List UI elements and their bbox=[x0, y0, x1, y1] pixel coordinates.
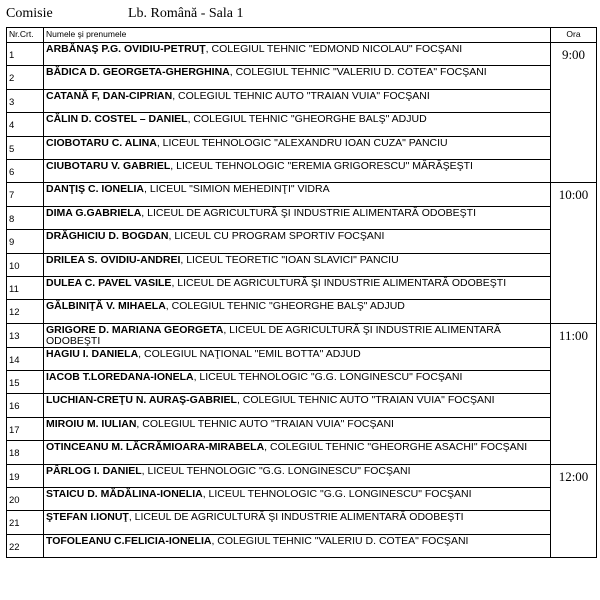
candidate-entry bbox=[44, 534, 551, 557]
table-row bbox=[7, 113, 597, 136]
school-name: , COLEGIUL TEHNIC "GHEORGHE BALŞ" ADJUD bbox=[165, 300, 405, 313]
table-row bbox=[7, 347, 597, 370]
student-name: DANŢIŞ C. IONELIA bbox=[46, 183, 145, 196]
school-name: , LICEUL DE AGRICULTURĂ ŞI INDUSTRIE ALIMENTARĂ ODOBEŞTI bbox=[171, 276, 507, 289]
row-number: 12 bbox=[7, 300, 44, 323]
row-number: 22 bbox=[7, 534, 44, 557]
student-name: CĂLIN D. COSTEL – DANIEL bbox=[46, 113, 188, 126]
exam-time bbox=[551, 89, 597, 112]
row-number: 17 bbox=[7, 417, 44, 440]
column-header-name: Numele şi prenumele bbox=[44, 28, 551, 43]
student-name: TOFOLEANU C.FELICIA-IONELIA bbox=[46, 534, 212, 547]
exam-time bbox=[551, 347, 597, 370]
row-number: 15 bbox=[7, 371, 44, 394]
student-name: CIUBOTARU V. GABRIEL bbox=[46, 159, 171, 172]
table-row bbox=[7, 159, 597, 182]
exam-time bbox=[551, 136, 597, 159]
table-row bbox=[7, 371, 597, 394]
table-row bbox=[7, 136, 597, 159]
row-number: 19 bbox=[7, 464, 44, 487]
column-header-time: Ora bbox=[551, 28, 597, 43]
candidate-entry bbox=[44, 488, 551, 511]
exam-time: 12:00 bbox=[551, 464, 597, 487]
student-name: ŞTEFAN I.IONUŢ bbox=[46, 511, 129, 524]
row-number: 21 bbox=[7, 511, 44, 534]
row-number: 13 bbox=[7, 323, 44, 347]
student-name: BĂDICA D. GEORGETA-GHERGHINA bbox=[46, 66, 230, 79]
table-row bbox=[7, 230, 597, 253]
session-label: Lb. Română - Sala 1 bbox=[128, 6, 244, 21]
exam-time bbox=[551, 159, 597, 182]
candidate-entry bbox=[44, 183, 551, 206]
table-row bbox=[7, 511, 597, 534]
school-name: , LICEUL TEORETIC "IOAN SLAVICI" PANCIU bbox=[180, 253, 399, 266]
table-row bbox=[7, 253, 597, 276]
row-number: 1 bbox=[7, 43, 44, 66]
exam-time bbox=[551, 66, 597, 89]
exam-time bbox=[551, 300, 597, 323]
school-name: , LICEUL CU PROGRAM SPORTIV FOCŞANI bbox=[168, 230, 385, 243]
school-name: , COLEGIUL TEHNIC AUTO "TRAIAN VUIA" FOCŞANI bbox=[136, 417, 394, 430]
row-number: 10 bbox=[7, 253, 44, 276]
exam-time bbox=[551, 534, 597, 557]
candidate-entry bbox=[44, 113, 551, 136]
row-number: 7 bbox=[7, 183, 44, 206]
student-name: MIROIU M. IULIAN bbox=[46, 417, 137, 430]
table-row bbox=[7, 464, 597, 487]
exam-time bbox=[551, 488, 597, 511]
table-row bbox=[7, 488, 597, 511]
table-row bbox=[7, 89, 597, 112]
page-header bbox=[6, 4, 596, 24]
row-number: 4 bbox=[7, 113, 44, 136]
school-name: , LICEUL TEHNOLOGIC "G.G. LONGINESCU" FOCŞANI bbox=[193, 371, 463, 384]
table-row bbox=[7, 394, 597, 417]
candidate-entry bbox=[44, 230, 551, 253]
school-name: , COLEGIUL TEHNIC AUTO "TRAIAN VUIA" FOCŞANI bbox=[236, 394, 495, 407]
row-number: 2 bbox=[7, 66, 44, 89]
school-name: , COLEGIUL TEHNIC "VALERIU D. COTEA" FOCŞANI bbox=[229, 66, 487, 79]
exam-time bbox=[551, 276, 597, 299]
school-name: , COLEGIUL TEHNIC "EDMOND NICOLAU" FOCŞANI bbox=[205, 43, 463, 55]
school-name: , COLEGIUL TEHNIC "GHEORGHE ASACHI" FOCŞANI bbox=[264, 441, 528, 454]
exam-time bbox=[551, 511, 597, 534]
student-name: ARBĂNAŞ P.G. OVIDIU-PETRUŢ bbox=[46, 43, 206, 55]
candidate-entry bbox=[44, 300, 551, 323]
school-name: , LICEUL DE AGRICULTURĂ ŞI INDUSTRIE ALIMENTARĂ ODOBEŞTI bbox=[141, 206, 476, 219]
school-name: , COLEGIUL TEHNIC "VALERIU D. COTEA" FOCŞANI bbox=[211, 534, 469, 547]
school-name: , LICEUL TEHNOLOGIC "G.G. LONGINESCU" FOCŞANI bbox=[202, 488, 472, 501]
row-number: 5 bbox=[7, 136, 44, 159]
row-number: 9 bbox=[7, 230, 44, 253]
school-name: , COLEGIUL NAŢIONAL "EMIL BOTTA" ADJUD bbox=[138, 347, 361, 360]
candidate-entry bbox=[44, 371, 551, 394]
exam-time bbox=[551, 417, 597, 440]
student-name: GĂLBINIŢĂ V. MIHAELA bbox=[46, 300, 166, 313]
row-number: 16 bbox=[7, 394, 44, 417]
table-row bbox=[7, 323, 597, 347]
table-row bbox=[7, 66, 597, 89]
candidate-entry bbox=[44, 159, 551, 182]
school-name: , LICEUL "SIMION MEHEDINŢI" VIDRA bbox=[144, 183, 330, 196]
student-name: GRIGORE D. MARIANA GEORGETA bbox=[46, 323, 224, 336]
exam-roster-table bbox=[6, 27, 597, 558]
candidate-entry bbox=[44, 323, 551, 347]
row-number: 18 bbox=[7, 441, 44, 464]
candidate-entry bbox=[44, 441, 551, 464]
school-name: , LICEUL TEHNOLOGIC "ALEXANDRU IOAN CUZA" PANCIU bbox=[156, 136, 448, 149]
candidate-entry bbox=[44, 253, 551, 276]
exam-time: 9:00 bbox=[551, 43, 597, 66]
exam-time: 11:00 bbox=[551, 323, 597, 347]
candidate-entry bbox=[44, 417, 551, 440]
row-number: 6 bbox=[7, 159, 44, 182]
table-header-row bbox=[7, 28, 597, 43]
student-name: DRĂGHICIU D. BOGDAN bbox=[46, 230, 169, 243]
student-name: LUCHIAN-CREŢU N. AURAŞ-GABRIEL bbox=[46, 394, 237, 407]
candidate-entry bbox=[44, 347, 551, 370]
candidate-entry bbox=[44, 206, 551, 229]
student-name: CATANĂ F, DAN-CIPRIAN bbox=[46, 89, 173, 102]
table-row bbox=[7, 300, 597, 323]
student-name: DULEA C. PAVEL VASILE bbox=[46, 276, 172, 289]
student-name: PÂRLOG I. DANIEL bbox=[46, 464, 142, 477]
student-name: DIMA G.GABRIELA bbox=[46, 206, 142, 219]
exam-time bbox=[551, 371, 597, 394]
school-name: , LICEUL TEHNOLOGIC "EREMIA GRIGORESCU" MĂRĂŞEŞTI bbox=[170, 159, 473, 172]
student-name: OTINCEANU M. LĂCRĂMIOARA-MIRABELA bbox=[46, 441, 265, 454]
table-row bbox=[7, 206, 597, 229]
table-row bbox=[7, 441, 597, 464]
school-name: , LICEUL DE AGRICULTURĂ ŞI INDUSTRIE ALIMENTARĂ ODOBEŞTI bbox=[46, 323, 501, 347]
row-number: 20 bbox=[7, 488, 44, 511]
commission-label: Comisie bbox=[6, 6, 53, 21]
student-name: CIOBOTARU C. ALINA bbox=[46, 136, 157, 149]
row-number: 11 bbox=[7, 276, 44, 299]
school-name: , COLEGIUL TEHNIC "GHEORGHE BALŞ" ADJUD bbox=[187, 113, 427, 126]
column-header-nr: Nr.Crt. bbox=[7, 28, 44, 43]
candidate-entry bbox=[44, 394, 551, 417]
table-row bbox=[7, 417, 597, 440]
exam-time bbox=[551, 206, 597, 229]
candidate-entry bbox=[44, 66, 551, 89]
student-name: HAGIU I. DANIELA bbox=[46, 347, 139, 360]
exam-time bbox=[551, 230, 597, 253]
row-number: 8 bbox=[7, 206, 44, 229]
table-row bbox=[7, 43, 597, 66]
student-name: STAICU D. MĂDĂLINA-IONELIA bbox=[46, 488, 203, 501]
school-name: , LICEUL DE AGRICULTURĂ ŞI INDUSTRIE ALIMENTARĂ ODOBEŞTI bbox=[128, 511, 464, 524]
school-name: , COLEGIUL TEHNIC AUTO "TRAIAN VUIA" FOCŞANI bbox=[172, 89, 430, 102]
exam-time bbox=[551, 113, 597, 136]
exam-time bbox=[551, 441, 597, 464]
table-row bbox=[7, 534, 597, 557]
table-row bbox=[7, 276, 597, 299]
school-name: , LICEUL TEHNOLOGIC "G.G. LONGINESCU" FOCŞANI bbox=[141, 464, 411, 477]
student-name: IACOB T.LOREDANA-IONELA bbox=[46, 371, 194, 384]
exam-time: 10:00 bbox=[551, 183, 597, 206]
roster-body bbox=[7, 43, 597, 558]
student-name: DRILEA S. OVIDIU-ANDREI bbox=[46, 253, 181, 266]
candidate-entry bbox=[44, 89, 551, 112]
row-number: 3 bbox=[7, 89, 44, 112]
row-number: 14 bbox=[7, 347, 44, 370]
candidate-entry bbox=[44, 43, 551, 66]
candidate-entry bbox=[44, 511, 551, 534]
candidate-entry bbox=[44, 136, 551, 159]
exam-time bbox=[551, 394, 597, 417]
table-row bbox=[7, 183, 597, 206]
exam-time bbox=[551, 253, 597, 276]
candidate-entry bbox=[44, 464, 551, 487]
candidate-entry bbox=[44, 276, 551, 299]
